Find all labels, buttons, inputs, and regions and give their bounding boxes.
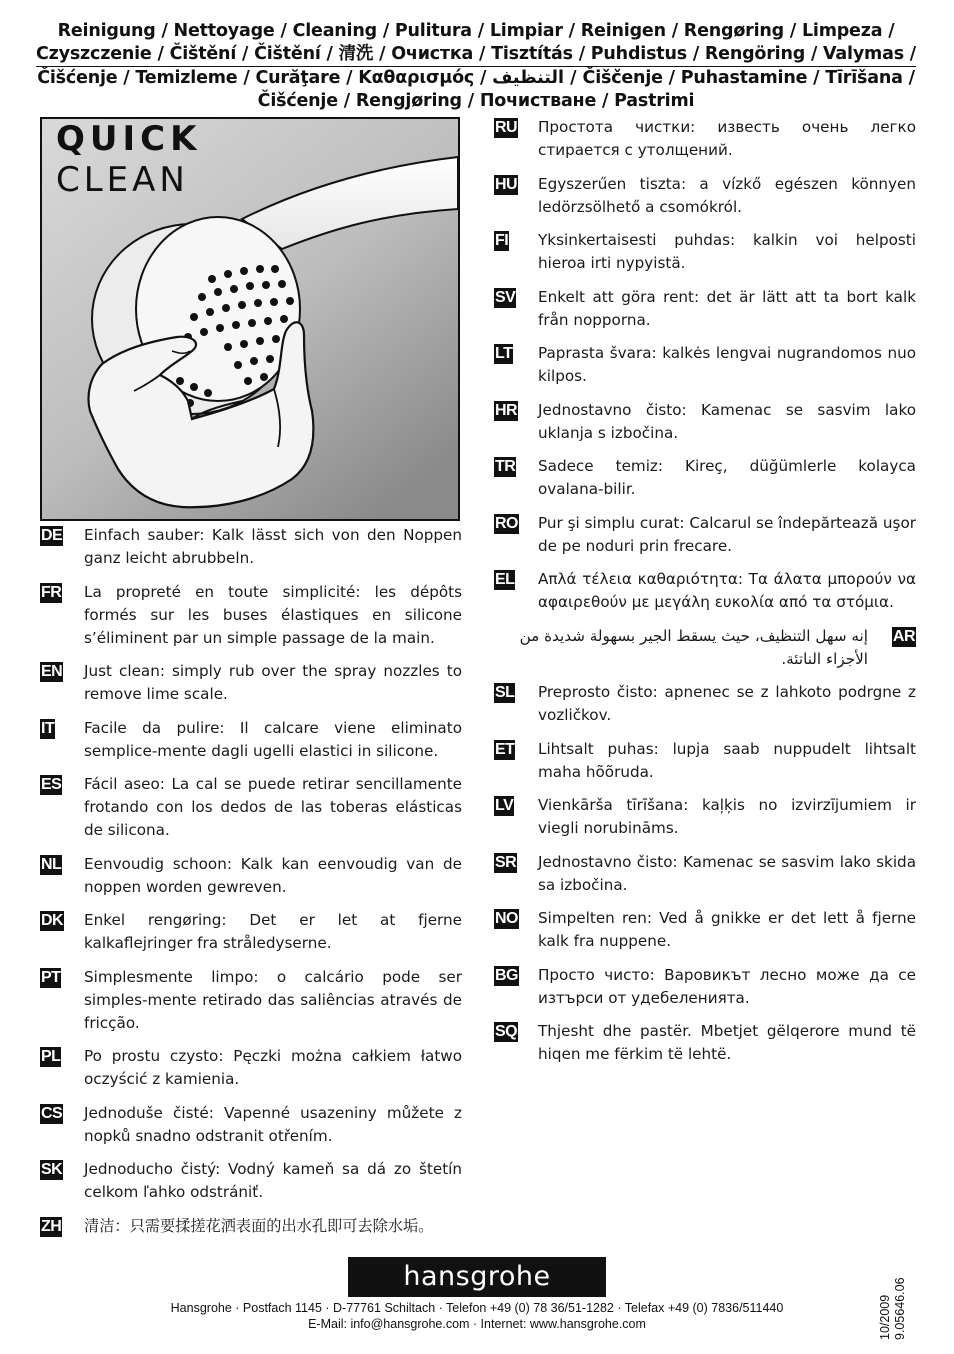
language-entry-bg (494, 964, 916, 1010)
language-entry-ar (494, 625, 916, 671)
cleaning-instruction-text: Yksinkertaisesti puhdas: kalkin voi helposti hieroa irti nypyistä. (538, 231, 916, 272)
language-entry-pt (40, 966, 462, 1035)
cleaning-instruction-text: Simplesmente limpo: o calcário pode ser simples-mente retirado das saliências através de fricção. (84, 967, 462, 1032)
language-entry-sk (40, 1158, 462, 1204)
language-entry-sq (494, 1020, 916, 1066)
cleaning-instruction-text: Thjesht dhe pastër. Mbetjet gëlqerore mund të hiqen me fërkim të lehtë. (538, 1022, 916, 1063)
quick-clean-illustration (40, 117, 460, 521)
language-entry-es (40, 773, 462, 842)
language-entry-ro (494, 512, 916, 558)
cleaning-instruction-text: Po prostu czysto: Pęczki można całkiem łatwo oczyścić z kamienia. (84, 1047, 462, 1088)
cleaning-instruction-text: Eenvoudig schoon: Kalk kan eenvoudig van de noppen worden gewreven. (84, 854, 462, 896)
language-code-badge: DK (41, 912, 64, 929)
language-code-badge: LT (495, 345, 513, 362)
language-code-badge: DE (41, 527, 63, 544)
language-code-badge: NL (41, 855, 62, 873)
language-entry-nl (40, 853, 462, 899)
language-entry-zh (40, 1215, 462, 1259)
language-entry-sl (494, 681, 916, 727)
language-code-badge: EN (41, 663, 63, 680)
language-code-badge: RU (495, 119, 518, 136)
cleaning-instruction-text: إنه سهل التنظيف، حيث يسقط الجير بسهولة شديدة من الأجزاء الناتئة. (519, 626, 868, 668)
language-code-badge: SK (41, 1161, 63, 1178)
language-code-badge: SV (495, 288, 516, 306)
language-code-badge: ES (41, 776, 62, 793)
cleaning-instruction-text: Facile da pulire: Il calcare viene eliminato semplice-mente dagli ugelli elastici in silicone. (84, 718, 462, 760)
cleaning-instruction-text: Просто чисто: Варовикът лесно може да се изтърси от удебеленията. (538, 965, 916, 1007)
language-code-badge: BG (495, 966, 518, 984)
language-entry-no (494, 907, 916, 953)
language-entry-et (494, 738, 916, 784)
cleaning-instruction-text: 清洁：只需要揉搓花洒表面的出水孔即可去除水垢。 (84, 1216, 434, 1235)
cleaning-instruction-text: Fácil aseo: La cal se puede retirar sencillamente frotando con los dedos de las toberas elásticas de silicona. (84, 775, 462, 839)
cleaning-instruction-text: Just clean: simply rub over the spray nozzles to remove lime scale. (84, 662, 462, 703)
language-entry-fr (40, 581, 462, 650)
language-code-badge: PL (41, 1048, 61, 1065)
language-code-badge: ZH (41, 1217, 62, 1235)
header-title-block (36, 20, 916, 113)
footer (40, 1300, 914, 1332)
language-entry-lt (494, 342, 916, 388)
language-code-badge: LV (495, 797, 514, 814)
language-code-badge: SQ (495, 1023, 518, 1040)
language-code-badge: HR (495, 401, 518, 419)
cleaning-instruction-text: Простота чистки: известь очень легко стирается с утолщений. (538, 118, 916, 159)
doc-number: 9.05646.06 (893, 1277, 907, 1340)
cleaning-instruction-text: La propreté en toute simplicité: les dépôts formés sur les buses élastiques en silicone s’éliminent par un simple passage de la main. (84, 582, 462, 647)
language-entry-sv (494, 286, 916, 332)
language-entry-ru (494, 116, 916, 162)
language-entry-lv (494, 794, 916, 840)
footer-address: Hansgrohe · Postfach 1145 · D-77761 Schiltach · Telefon +49 (0) 78 36/51-1282 · Telefax +49 (0) 7836/511440 (170, 1301, 784, 1315)
language-entry-dk (40, 909, 462, 955)
header-line-3: Čišćenje / Temizleme / Curăţare / Καθαρισμός / التنظيف / Čiščenje / Puhastamine / Tīrīšana / (37, 68, 915, 88)
language-code-badge: SL (495, 684, 515, 701)
language-entry-it (40, 717, 462, 763)
language-code-badge: NO (495, 910, 518, 927)
language-entry-pl (40, 1045, 462, 1091)
cleaning-instruction-text: Vienkārša tīrīšana: kaļķis no izvirzījumiem ir viegli norubināms. (538, 796, 916, 837)
language-code-badge: SR (495, 853, 517, 871)
header-line-2: Czyszczenie / Čištění / Čištění / 清洗 / Очистка / Tisztítás / Puhdistus / Rengöring / Valymas / (36, 44, 916, 64)
language-code-badge: FR (41, 583, 62, 601)
cleaning-instruction-text: Enkel rengøring: Det er let at fjerne kalkaflejringer fra stråledyserne. (84, 911, 462, 952)
cleaning-instruction-text: Jednostavno čisto: Kamenac se sasvim lako skida sa izbočina. (538, 852, 916, 894)
language-code-badge: FI (495, 232, 509, 249)
left-language-column (40, 524, 462, 1269)
title-clean: CLEAN (56, 160, 189, 200)
doc-date: 10/2009 (878, 1294, 892, 1340)
language-entry-hu (494, 173, 916, 219)
language-entry-cs (40, 1102, 462, 1148)
language-entry-sr (494, 851, 916, 897)
title-quick: QUICK (56, 119, 202, 159)
cleaning-instruction-text: Preprosto čisto: apnenec se z lahkoto podrgne z vozličkov. (538, 683, 916, 724)
language-code-badge: IT (41, 719, 55, 737)
cleaning-instruction-text: Lihtsalt puhas: lupja saab nuppudelt lihtsalt maha hõõruda. (538, 739, 916, 781)
language-code-badge: PT (41, 968, 61, 986)
language-entry-en (40, 660, 462, 706)
header-line-4: Čišćenje / Rengjøring / Почистване / Pastrimi (257, 91, 695, 111)
cleaning-instruction-text: Egyszerűen tiszta: a vízkő egészen könnyen ledörzsölhető a csomókról. (538, 174, 916, 216)
language-code-badge: AR (892, 627, 915, 645)
cleaning-instruction-text: Enkelt att göra rent: det är lätt att ta bort kalk från nopporna. (538, 287, 916, 329)
footer-contact: E-Mail: info@hansgrohe.com · Internet: www.hansgrohe.com (308, 1317, 646, 1331)
language-code-badge: EL (495, 571, 515, 588)
cleaning-instruction-text: Pur şi simplu curat: Calcarul se îndepărtează uşor de pe noduri prin frecare. (538, 513, 916, 555)
language-code-badge: ET (495, 740, 515, 758)
header-line-1: Reinigung / Nettoyage / Cleaning / Pulitura / Limpiar / Reinigen / Rengøring / Limpeza / (57, 21, 895, 41)
language-code-badge: TR (495, 458, 516, 475)
document-reference (878, 1277, 908, 1340)
language-entry-hr (494, 399, 916, 445)
cleaning-instruction-text: Jednoducho čistý: Vodný kameň sa dá zo štetín celkom ľahko odstrániť. (84, 1160, 462, 1201)
cleaning-instruction-text: Simpelten ren: Ved å gnikke er det lett å fjerne kalk fra nuppene. (538, 909, 916, 950)
right-language-column (494, 116, 916, 1077)
language-code-badge: RO (495, 514, 518, 532)
language-code-badge: CS (41, 1104, 63, 1122)
quick-clean-title (56, 119, 201, 201)
language-code-badge: HU (495, 175, 518, 193)
language-entry-de (40, 524, 462, 570)
cleaning-instruction-text: Sadece temiz: Kireç, düğümlerle kolayca ovalana-bilir. (538, 457, 916, 498)
cleaning-instruction-text: Paprasta švara: kalkės lengvai nugrandomos nuo kilpos. (538, 344, 916, 385)
language-entry-tr (494, 455, 916, 501)
cleaning-instruction-text: Jednostavno čisto: Kamenac se sasvim lako uklanja s izbočina. (538, 400, 916, 442)
language-entry-fi (494, 229, 916, 275)
cleaning-instruction-text: Απλά τέλεια καθαριότητα: Τα άλατα μπορούν να αφαιρεθούν με μεγάλη ευκολία από τα στόμια. (538, 570, 916, 611)
cleaning-instruction-text: Jednoduše čisté: Vapenné usazeniny můžete z nopků snadno odstranit otřením. (84, 1103, 462, 1145)
language-entry-el (494, 568, 916, 614)
cleaning-instruction-text: Einfach sauber: Kalk lässt sich von den Noppen ganz leicht abrubbeln. (84, 526, 462, 567)
hansgrohe-logo: hansgrohe (348, 1257, 606, 1297)
